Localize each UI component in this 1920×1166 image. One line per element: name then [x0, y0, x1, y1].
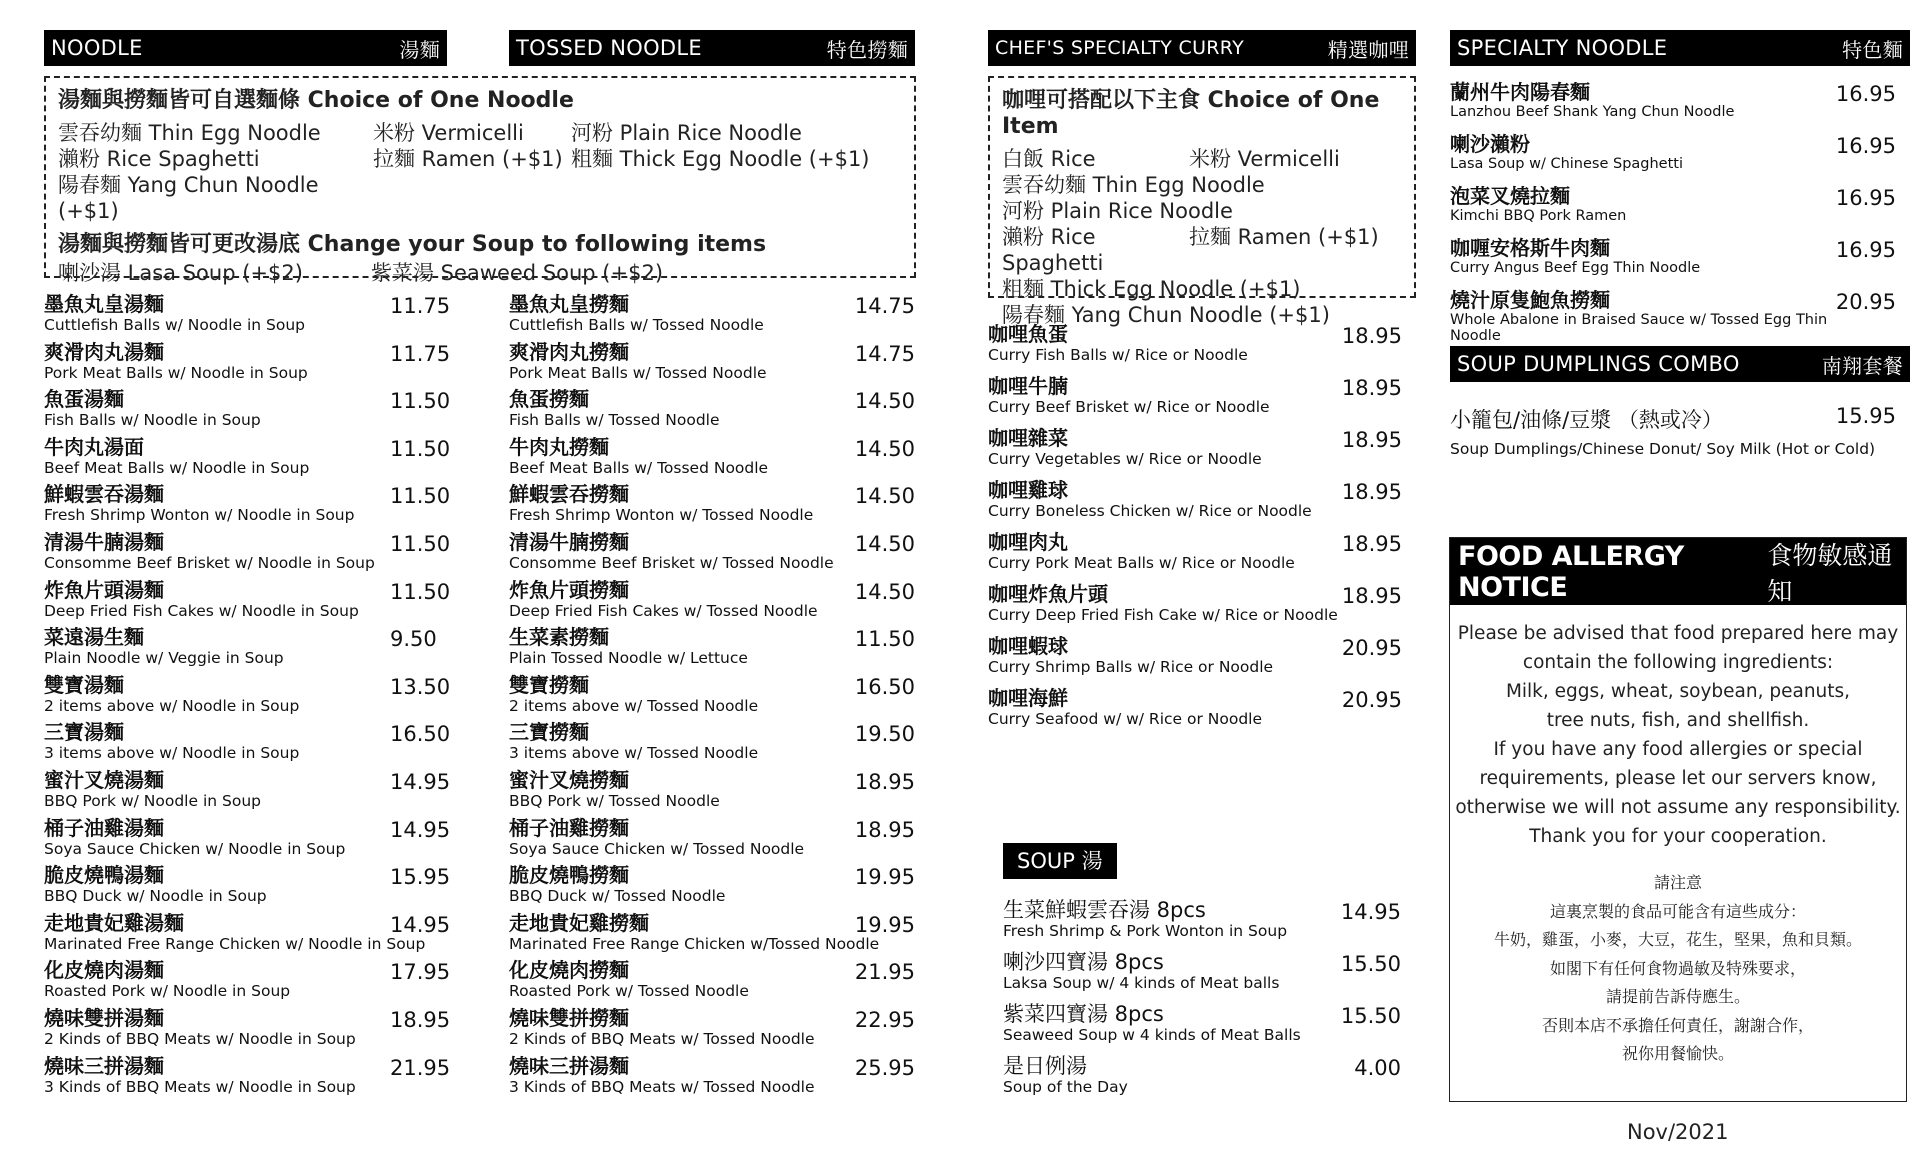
curry-items — [988, 322, 1416, 738]
menu-item — [44, 672, 451, 721]
item-name-zh: 走地貴妃雞湯麵 — [44, 910, 184, 935]
item-name-en: Plain Noodle w/ Veggie in Soup — [44, 649, 284, 668]
allergy-header — [1450, 538, 1906, 605]
item-name-zh: 脆皮燒鴨湯麵 — [44, 863, 164, 888]
item-price: 14.75 — [854, 294, 915, 318]
item-name-zh: 紫菜四寶湯 8pcs — [1003, 1002, 1164, 1026]
dumplings-title-zh: 南翔套餐 — [1821, 353, 1903, 378]
item-price: 14.75 — [854, 341, 915, 366]
specialty-title-zh: 特色麵 — [1842, 37, 1903, 62]
item-price: 14.95 — [390, 912, 451, 937]
item-price: 9.50 — [390, 627, 437, 652]
menu-item — [44, 387, 451, 435]
item-name-en: Roasted Pork w/ Noodle in Soup — [44, 982, 291, 1001]
menu-item — [509, 958, 915, 1006]
menu-item — [509, 387, 915, 435]
item-price: 18.95 — [390, 1007, 451, 1032]
menu-item — [44, 577, 451, 626]
soup-header: SOUP 湯 — [1003, 843, 1117, 879]
menu-item — [509, 768, 915, 816]
item-price: 19.95 — [854, 865, 915, 890]
item-price: 4.00 — [1354, 1056, 1401, 1080]
item-name-en: Seaweed Soup w 4 kinds of Meat Balls — [1003, 1026, 1301, 1044]
item-name-en: Curry Angus Beef Egg Thin Noodle — [1450, 260, 1701, 276]
item-name-zh: 菜遠湯生麵 — [44, 625, 144, 650]
curry-choice-heading: 咖哩可搭配以下主食 Choice of One Item — [1002, 88, 1380, 139]
item-name-zh: 化皮燒肉撈麵 — [509, 958, 629, 983]
allergy-line: Please be advised that food prepared here may — [1457, 623, 1899, 644]
item-price: 14.50 — [854, 389, 915, 414]
item-name-en: Laksa Soup w/ 4 kinds of Meat balls — [1003, 974, 1280, 992]
menu-item — [988, 686, 1416, 738]
dumplings-header — [1450, 346, 1910, 382]
menu-item — [988, 478, 1416, 530]
menu-item — [1450, 288, 1910, 344]
item-price: 15.95 — [390, 865, 451, 890]
item-name-zh: 咖哩肉丸 — [988, 530, 1068, 554]
item-price: 21.95 — [390, 1055, 451, 1080]
item-price: 18.95 — [1341, 584, 1402, 608]
item-name-en: Curry Vegetables w/ Rice or Noodle — [988, 450, 1262, 468]
item-name-zh: 咖哩魚蛋 — [988, 322, 1068, 346]
item-name-zh: 生菜素撈麵 — [509, 625, 609, 650]
item-name-zh: 爽滑肉丸湯麵 — [44, 339, 164, 364]
curry-option: 拉麵 Ramen (+$1) — [1189, 225, 1379, 249]
allergy-zh-text — [1450, 869, 1906, 1069]
menu-item — [44, 863, 451, 911]
allergy-en-text — [1450, 619, 1906, 851]
menu-item — [509, 435, 915, 483]
item-name-en: Marinated Free Range Chicken w/ Noodle in Soup — [44, 934, 426, 953]
item-price: 14.95 — [1340, 900, 1401, 924]
item-name-zh: 墨魚丸皇湯麵 — [44, 292, 164, 316]
menu-item — [1003, 1002, 1401, 1054]
menu-item — [509, 292, 915, 340]
item-name-zh: 咖喱安格斯牛肉麵 — [1450, 236, 1610, 260]
tossed-header — [509, 30, 915, 66]
item-name-en: Curry Shrimp Balls w/ Rice or Noodle — [988, 658, 1274, 676]
item-name-zh: 牛肉丸湯面 — [44, 434, 144, 459]
item-name-zh: 清湯牛腩撈麵 — [509, 529, 629, 554]
soup-options — [58, 260, 902, 286]
item-price: 14.50 — [854, 531, 915, 556]
item-name-en: Roasted Pork w/ Tossed Noodle — [509, 982, 749, 1001]
item-price: 14.50 — [854, 436, 915, 461]
item-name-zh: 三寶撈麵 — [509, 720, 589, 745]
item-name-zh: 喇沙四寶湯 8pcs — [1003, 950, 1164, 974]
dumplings-en: Soup Dumplings/Chinese Donut/ Soy Milk (Hot or Cold) — [1450, 440, 1876, 458]
noodle-header — [44, 30, 447, 66]
item-price: 14.50 — [854, 579, 915, 604]
item-price: 11.50 — [390, 579, 451, 604]
item-name-en: Pork Meat Balls w/ Noodle in Soup — [44, 363, 308, 382]
menu-item — [509, 340, 915, 388]
allergy-line: requirements, please let our servers know, — [1479, 768, 1877, 789]
item-name-zh: 魚蛋撈麵 — [509, 387, 589, 412]
item-name-en: Consomme Beef Brisket w/ Noodle in Soup — [44, 553, 375, 572]
specialty-section — [1450, 30, 1910, 464]
menu-item — [1003, 1054, 1401, 1106]
menu-item — [44, 482, 451, 530]
item-price: 11.50 — [390, 436, 451, 461]
curry-option: 陽春麵 Yang Chun Noodle (+$1) — [1002, 303, 1330, 327]
item-name-en: Curry Deep Fried Fish Cake w/ Rice or Noodle — [988, 606, 1338, 624]
item-name-zh: 桶子油雞撈麵 — [509, 815, 629, 840]
item-name-en: Whole Abalone in Braised Sauce w/ Tossed Egg Thin Noodle — [1450, 312, 1828, 344]
item-price: 19.50 — [854, 722, 915, 747]
item-name-zh: 燒汁原隻鮑魚撈麵 — [1450, 288, 1610, 312]
noodle-options — [58, 120, 902, 224]
allergy-line: contain the following ingredients: — [1522, 652, 1834, 673]
item-price: 14.95 — [390, 817, 451, 842]
item-name-zh: 蜜汁叉燒湯麵 — [44, 767, 164, 792]
item-price: 14.50 — [854, 484, 915, 509]
item-name-zh: 化皮燒肉湯麵 — [44, 958, 164, 983]
menu-item — [509, 625, 915, 673]
item-price: 11.75 — [390, 341, 451, 366]
noodle-title: NOODLE — [51, 36, 143, 60]
item-price: 19.95 — [854, 912, 915, 937]
menu-item — [44, 292, 451, 340]
menu-item — [44, 720, 451, 768]
item-name-en: Marinated Free Range Chicken w/Tossed Noodle — [509, 934, 880, 953]
menu-item — [44, 625, 447, 673]
allergy-line: If you have any food allergies or special — [1493, 739, 1863, 760]
menu-item — [509, 863, 915, 911]
curry-options-row — [1002, 146, 1402, 172]
item-name-zh: 牛肉丸撈麵 — [509, 434, 609, 459]
item-price: 16.95 — [1835, 238, 1896, 262]
item-price: 25.95 — [854, 1055, 915, 1080]
noodle-option: 瀨粉 Rice Spaghetti — [58, 147, 260, 171]
item-price: 11.50 — [390, 484, 451, 509]
item-name-en: Kimchi BBQ Pork Ramen — [1450, 208, 1627, 224]
noodle-option: 粗麵 Thick Egg Noodle (+$1) — [571, 147, 870, 171]
item-name-en: Curry Seafood w/ w/ Rice or Noodle — [988, 710, 1263, 728]
allergy-line: Thank you for your cooperation. — [1529, 826, 1827, 847]
menu-item — [1450, 80, 1910, 132]
item-name-zh: 咖哩蝦球 — [988, 634, 1068, 658]
menu-item — [509, 911, 915, 959]
item-price: 15.50 — [1340, 952, 1401, 976]
item-name-en: Soya Sauce Chicken w/ Tossed Noodle — [509, 839, 805, 858]
menu-item — [988, 374, 1416, 426]
allergy-line: 這裏烹製的食品可能含有這些成分： — [1549, 901, 1806, 921]
item-name-en: Soya Sauce Chicken w/ Noodle in Soup — [44, 839, 346, 858]
item-price: 16.95 — [1835, 134, 1896, 158]
item-name-zh: 生菜鮮蝦雲吞湯 8pcs — [1003, 898, 1206, 922]
item-name-zh: 咖哩雜菜 — [988, 426, 1068, 450]
item-price: 18.95 — [854, 817, 915, 842]
dumplings-price: 15.95 — [1835, 404, 1896, 428]
item-name-zh: 咖哩牛腩 — [988, 374, 1068, 398]
allergy-line: Milk, eggs, wheat, soybean, peanuts, — [1505, 681, 1851, 702]
item-name-en: 2 items above w/ Tossed Noodle — [509, 696, 759, 715]
allergy-body — [1450, 605, 1906, 1069]
specialty-header — [1450, 30, 1910, 66]
tossed-title: TOSSED NOODLE — [516, 36, 702, 60]
item-name-zh: 炸魚片頭湯麵 — [44, 577, 164, 602]
item-name-zh: 咖哩雞球 — [988, 478, 1068, 502]
item-name-en: 2 items above w/ Noodle in Soup — [44, 696, 300, 715]
menu-item — [509, 530, 915, 578]
soup-option: 喇沙湯 Lasa Soup (+$2) — [58, 261, 303, 285]
noodle-items — [44, 292, 451, 1101]
item-price: 18.95 — [1341, 532, 1402, 556]
item-name-zh: 雙寶湯麵 — [44, 672, 124, 697]
item-price: 16.95 — [1835, 186, 1896, 210]
noodle-choice-heading: 湯麵與撈麵皆可自選麵條 Choice of One Noodle — [58, 88, 574, 113]
item-name-zh: 爽滑肉丸撈麵 — [509, 339, 629, 364]
item-price: 16.50 — [854, 674, 915, 699]
item-name-en: Soup of the Day — [1003, 1078, 1128, 1096]
item-name-en: Cuttlefish Balls w/ Tossed Noodle — [509, 316, 764, 334]
menu-item — [44, 767, 451, 816]
item-name-en: 3 Kinds of BBQ Meats w/ Noodle in Soup — [44, 1077, 356, 1096]
item-name-en: 3 items above w/ Noodle in Soup — [44, 744, 300, 763]
curry-section — [988, 30, 1416, 738]
item-price: 16.50 — [390, 722, 451, 747]
menu-item — [509, 673, 915, 721]
item-name-en: Cuttlefish Balls w/ Noodle in Soup — [44, 316, 306, 334]
item-price: 21.95 — [854, 960, 915, 985]
allergy-line: 否則本店不承擔任何責任，謝謝合作， — [1541, 1015, 1814, 1035]
menu-item — [1450, 184, 1910, 236]
item-price: 20.95 — [1835, 290, 1896, 314]
menu-item — [44, 1005, 451, 1054]
noodle-choice-box — [44, 76, 916, 285]
item-name-en: Curry Beef Brisket w/ Rice or Noodle — [988, 398, 1270, 416]
item-name-en: 3 Kinds of BBQ Meats w/ Tossed Noodle — [509, 1077, 815, 1096]
item-name-zh: 雙寶撈麵 — [509, 672, 589, 697]
curry-option: 雲吞幼麵 Thin Egg Noodle — [1002, 173, 1265, 197]
menu-item — [509, 816, 915, 864]
allergy-line: 牛奶，雞蛋，小麥，大豆，花生，堅果，魚和貝類。 — [1493, 930, 1862, 949]
tossed-items — [509, 292, 915, 1101]
item-name-en: 2 Kinds of BBQ Meats w/ Noodle in Soup — [44, 1029, 356, 1048]
item-name-en: BBQ Pork w/ Tossed Noodle — [509, 791, 720, 810]
item-name-zh: 炸魚片頭撈麵 — [509, 577, 629, 602]
curry-header — [988, 30, 1416, 66]
menu-item — [509, 482, 915, 530]
menu-item — [988, 582, 1416, 634]
item-name-en: Deep Fried Fish Cakes w/ Noodle in Soup — [44, 601, 359, 620]
item-name-en: Plain Tossed Noodle w/ Lettuce — [509, 649, 748, 668]
menu-item — [44, 434, 451, 483]
item-name-zh: 鮮蝦雲吞湯麵 — [44, 482, 164, 507]
item-name-zh: 燒味雙拼撈麵 — [509, 1005, 629, 1030]
curry-options-row — [1002, 224, 1402, 276]
allergy-line: 請提前告訴侍應生。 — [1605, 987, 1750, 1006]
item-name-en: Lasa Soup w/ Chinese Spaghetti — [1450, 156, 1683, 172]
item-price: 11.50 — [390, 531, 451, 556]
menu-item — [1450, 132, 1910, 184]
item-name-zh: 墨魚丸皇撈麵 — [509, 292, 629, 316]
curry-option: 粗麵 Thick Egg Noodle (+$1) — [1002, 277, 1301, 301]
item-price: 17.95 — [390, 960, 451, 985]
menu-item — [509, 578, 915, 626]
item-name-zh: 魚蛋湯麵 — [44, 387, 124, 412]
item-name-en: Fresh Shrimp & Pork Wonton in Soup — [1003, 922, 1288, 940]
menu-item — [44, 958, 451, 1006]
item-price: 11.75 — [390, 294, 451, 318]
menu-item — [1003, 950, 1401, 1002]
item-name-en: Beef Meat Balls w/ Noodle in Soup — [44, 458, 310, 477]
item-name-en: Fresh Shrimp Wonton w/ Tossed Noodle — [509, 506, 814, 525]
item-price: 11.50 — [854, 627, 915, 652]
item-name-en: BBQ Duck w/ Tossed Noodle — [509, 887, 726, 906]
soup-choice-heading: 湯麵與撈麵皆可更改湯底 Change your Soup to following items — [58, 232, 767, 257]
menu-item — [988, 322, 1416, 374]
menu-item — [988, 634, 1416, 686]
dumplings-zh: 小籠包/油條/豆漿 （熱或冷） — [1450, 408, 1723, 432]
item-price: 15.50 — [1340, 1004, 1401, 1028]
menu-item — [509, 1006, 915, 1054]
item-name-zh: 咖哩炸魚片頭 — [988, 582, 1108, 606]
item-name-en: Curry Pork Meat Balls w/ Rice or Noodle — [988, 554, 1295, 572]
curry-option: 瀨粉 Rice Spaghetti — [1002, 225, 1104, 275]
allergy-line: 請注意 — [1653, 873, 1702, 892]
noodle-option: 雲吞幼麵 Thin Egg Noodle — [58, 121, 321, 145]
menu-item — [44, 339, 451, 388]
item-name-en: Curry Boneless Chicken w/ Rice or Noodle — [988, 502, 1312, 520]
curry-option: 河粉 Plain Rice Noodle — [1002, 199, 1233, 223]
item-name-zh: 是日例湯 — [1003, 1054, 1087, 1078]
item-price: 14.95 — [390, 769, 451, 794]
dumplings-item — [1450, 404, 1910, 464]
item-name-en: Lanzhou Beef Shank Yang Chun Noodle — [1450, 104, 1735, 120]
noodle-title-zh: 湯麵 — [399, 37, 440, 62]
menu-item — [509, 720, 915, 768]
menu-item — [44, 815, 451, 864]
tossed-section — [509, 30, 915, 66]
curry-title-zh: 精選咖哩 — [1327, 37, 1409, 62]
item-name-zh: 燒味三拼湯麵 — [44, 1053, 164, 1078]
allergy-title: FOOD ALLERGY NOTICE — [1458, 540, 1684, 603]
item-name-en: Curry Fish Balls w/ Rice or Noodle — [988, 346, 1248, 364]
item-name-zh: 鮮蝦雲吞撈麵 — [509, 482, 629, 507]
menu-item — [988, 426, 1416, 478]
item-name-en: Beef Meat Balls w/ Tossed Noodle — [509, 458, 769, 477]
item-price: 11.50 — [390, 389, 451, 414]
allergy-title-zh: 食物敏感通知 — [1767, 540, 1893, 606]
allergy-line: otherwise we will not assume any responsibility. — [1455, 797, 1901, 818]
allergy-line: 如閣下有任何食物過敏及特殊要求， — [1549, 958, 1806, 978]
item-price: 13.50 — [390, 674, 451, 699]
allergy-notice — [1449, 537, 1907, 1102]
item-name-zh: 蜜汁叉燒撈麵 — [509, 767, 629, 792]
dumplings-title: SOUP DUMPLINGS COMBO — [1457, 352, 1740, 376]
menu-item — [988, 530, 1416, 582]
item-name-en: Fish Balls w/ Tossed Noodle — [509, 411, 720, 430]
curry-choice-box — [988, 76, 1416, 327]
item-price: 20.95 — [1341, 688, 1402, 712]
item-name-en: 2 Kinds of BBQ Meats w/ Tossed Noodle — [509, 1029, 815, 1048]
noodle-option: 拉麵 Ramen (+$1) — [373, 147, 563, 171]
specialty-title: SPECIALTY NOODLE — [1457, 36, 1668, 60]
curry-option: 白飯 Rice — [1002, 147, 1096, 171]
item-price: 18.95 — [1341, 324, 1402, 348]
item-name-en: Deep Fried Fish Cakes w/ Tossed Noodle — [509, 601, 818, 620]
item-name-zh: 清湯牛腩湯麵 — [44, 529, 164, 554]
item-name-zh: 桶子油雞湯麵 — [44, 815, 164, 840]
item-name-en: Fish Balls w/ Noodle in Soup — [44, 411, 261, 430]
item-name-zh: 咖哩海鮮 — [988, 686, 1068, 710]
menu-item — [44, 529, 451, 578]
noodle-section — [44, 30, 447, 66]
item-name-en: 3 items above w/ Tossed Noodle — [509, 744, 759, 763]
item-price: 20.95 — [1341, 636, 1402, 660]
allergy-line: tree nuts, fish, and shellfish. — [1546, 710, 1810, 731]
item-price: 16.95 — [1835, 82, 1896, 106]
item-name-zh: 蘭州牛肉陽春麵 — [1450, 80, 1590, 104]
item-price: 18.95 — [1341, 480, 1402, 504]
item-name-en: Consomme Beef Brisket w/ Tossed Noodle — [509, 553, 834, 572]
item-price: 18.95 — [1341, 376, 1402, 400]
soup-option: 紫菜湯 Seaweed Soup (+$2) — [371, 261, 664, 285]
allergy-line: 祝你用餐愉快。 — [1621, 1044, 1734, 1063]
menu-item — [44, 1053, 451, 1102]
item-name-zh: 燒味雙拼湯麵 — [44, 1005, 164, 1030]
item-name-zh: 三寶湯麵 — [44, 720, 124, 745]
item-price: 18.95 — [1341, 428, 1402, 452]
item-price: 18.95 — [854, 769, 915, 794]
curry-option: 米粉 Vermicelli — [1189, 147, 1340, 171]
item-name-zh: 泡菜叉燒拉麵 — [1450, 184, 1570, 208]
item-name-en: Fresh Shrimp Wonton w/ Noodle in Soup — [44, 506, 355, 525]
tossed-title-zh: 特色撈麵 — [826, 37, 908, 62]
item-name-zh: 燒味三拼湯麵 — [509, 1053, 629, 1078]
menu-date: Nov/2021 — [1627, 1120, 1729, 1144]
menu-item — [1003, 898, 1401, 950]
noodle-option: 河粉 Plain Rice Noodle — [571, 121, 802, 145]
curry-title: CHEF'S SPECIALTY CURRY — [995, 37, 1244, 59]
specialty-items — [1450, 80, 1910, 344]
soup-items — [1003, 898, 1401, 1106]
item-name-en: Pork Meat Balls w/ Tossed Noodle — [509, 363, 767, 382]
item-name-en: BBQ Pork w/ Noodle in Soup — [44, 791, 261, 810]
item-name-zh: 走地貴妃雞撈麵 — [509, 910, 649, 935]
noodle-option: 米粉 Vermicelli — [373, 121, 524, 145]
item-name-zh: 脆皮燒鴨撈麵 — [509, 863, 629, 888]
item-name-zh: 喇沙瀨粉 — [1450, 132, 1530, 156]
noodle-option: 陽春麵 Yang Chun Noodle (+$1) — [58, 173, 319, 223]
menu-item — [509, 1054, 915, 1102]
item-price: 22.95 — [854, 1007, 915, 1032]
menu-item — [1450, 236, 1910, 288]
item-name-en: BBQ Duck w/ Noodle in Soup — [44, 887, 267, 906]
menu-item — [44, 910, 451, 959]
